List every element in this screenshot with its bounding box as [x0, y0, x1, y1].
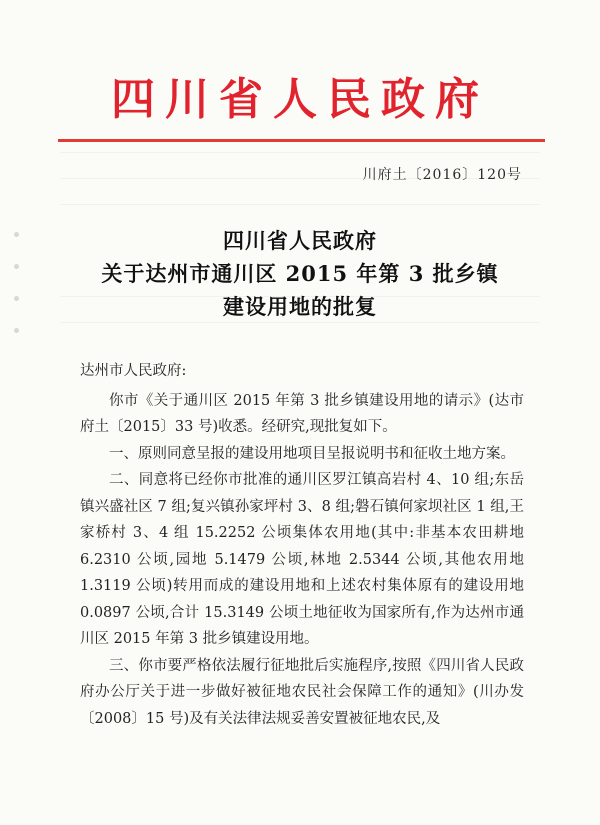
bleed-through-line [60, 204, 540, 205]
bleed-through-line [60, 152, 540, 153]
document-subject [0, 224, 600, 323]
document-number: 川府土〔2016〕120号 [362, 167, 522, 183]
issuer-header: 四川省人民政府 [111, 74, 489, 125]
subject-line: 四川省人民政府 [223, 228, 377, 253]
body-paragraph: 二、同意将已经你市批准的通川区罗江镇高岩村 4、10 组;东岳镇兴盛社区 7 组;复兴镇孙家坪村 3、8 组;磐石镇何家坝社区 1 组,王家桥村 3、4 组 15.2252 公顷集体农用地(其中:非基本农田耕地 6.2310 公顷,园地 5.1479 公顷,林地 2.5344 公顷,其他农用地 1.3119 公顷)转用而成的建设用地和上述农村集体原有的建设用地 0.0897 公顷,合计 15.3149 公顷土地征收为国家所有,作为达州市通川区 2015 年第 3 批乡镇建设用地。 [80, 472, 524, 647]
red-divider-line [58, 139, 545, 142]
body-paragraph: 三、你市要严格依法履行征地批后实施程序,按照《四川省人民政府办公厅关于进一步做好被征地农民社会保障工作的通知》(川办发〔2008〕15 号)及有关法律法规妥善安置被征地农民,及 [80, 657, 524, 727]
subject-line: 关于达州市通川区 2015 年第 3 批乡镇 [101, 261, 499, 286]
body-paragraph: 一、原则同意呈报的建设用地项目呈报说明书和征收土地方案。 [109, 445, 515, 462]
subject-line: 建设用地的批复 [223, 294, 377, 319]
addressee: 达州市人民政府: [80, 363, 187, 379]
document-body [80, 358, 524, 732]
body-paragraph: 你市《关于通川区 2015 年第 3 批乡镇建设用地的请示》(达市府土〔2015〕33 号)收悉。经研究,现批复如下。 [80, 392, 524, 435]
binding-hole [14, 328, 19, 333]
